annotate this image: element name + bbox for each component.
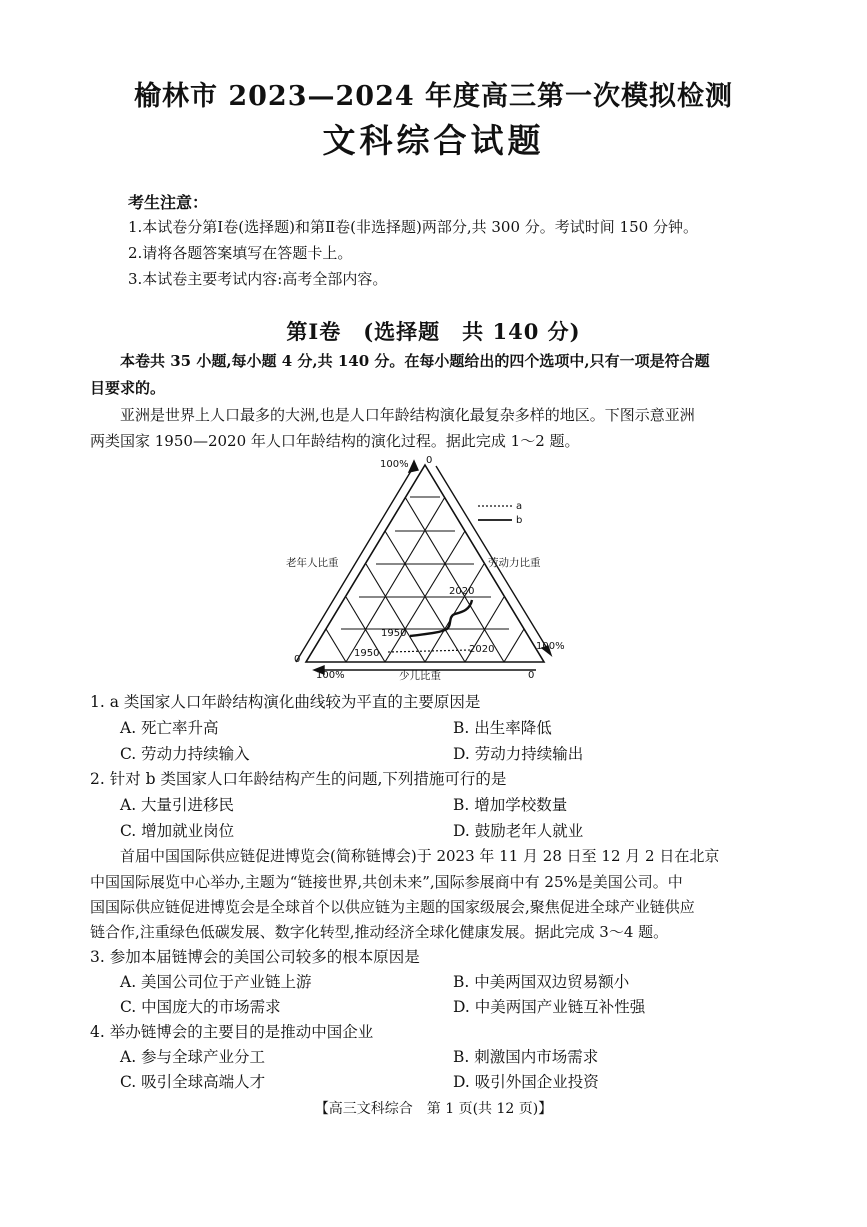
passage2-line2: 中国国际展览中心举办,主题为“链接世界,共创未来”,国际参展商中有 25%是美国公司。中 xyxy=(90,873,683,891)
notice-heading: 考生注意： xyxy=(128,193,209,212)
question-1-option-a[interactable]: A. 死亡率升高 xyxy=(120,719,219,737)
question-4-stem: 4. 举办链博会的主要目的是推动中国企业 xyxy=(90,1023,374,1041)
question-1-option-d[interactable]: D. 劳动力持续输出 xyxy=(453,745,584,763)
section-instructions-line1: 本卷共 35 小题,每小题 4 分,共 140 分。在每小题给出的四个选项中,只有一项是符合题 xyxy=(120,352,710,370)
question-1-option-c[interactable]: C. 劳动力持续输入 xyxy=(120,745,250,763)
question-4-option-a[interactable]: A. 参与全球产业分工 xyxy=(120,1048,266,1066)
passage2-line4: 链合作,注重绿色低碳发展、数字化转型,推动经济全球化健康发展。据此完成 3～4 题。 xyxy=(90,923,669,941)
question-2-option-a[interactable]: A. 大量引进移民 xyxy=(120,796,235,814)
bottom-axis-label: 少儿比重 xyxy=(399,670,441,682)
label-top-100: 100% xyxy=(380,459,409,470)
passage2-line3: 国国际供应链促进博览会是全球首个以供应链为主题的国家级展会,聚焦促进全球产业链供应 xyxy=(90,898,695,916)
label-bottom-right-zero: 0 xyxy=(528,670,535,681)
paper-subject-title: 文科综合试题 xyxy=(322,121,545,160)
label-left-zero: 0 xyxy=(294,654,301,665)
question-4-option-d[interactable]: D. 吸引外国企业投资 xyxy=(453,1073,599,1091)
ternary-age-structure-figure xyxy=(280,450,570,685)
passage1-line2: 两类国家 1950—2020 年人口年龄结构的演化过程。据此完成 1～2 题。 xyxy=(90,432,580,450)
label-top-zero: 0 xyxy=(426,455,433,466)
question-3-option-c[interactable]: C. 中国庞大的市场需求 xyxy=(120,998,281,1016)
question-1-option-b[interactable]: B. 出生率降低 xyxy=(453,719,552,737)
question-2-option-c[interactable]: C. 增加就业岗位 xyxy=(120,822,235,840)
question-1-stem: 1. a 类国家人口年龄结构演化曲线较为平直的主要原因是 xyxy=(90,693,481,711)
left-axis-label: 老年人比重 xyxy=(286,557,339,569)
label-a-1950: 1950 xyxy=(354,648,380,659)
right-axis-label: 劳动力比重 xyxy=(488,557,541,569)
label-b-2020: 2020 xyxy=(449,586,475,597)
notice-item-1: 1.本试卷分第Ⅰ卷(选择题)和第Ⅱ卷(非选择题)两部分,共 300 分。考试时间 150 分钟。 xyxy=(128,218,698,236)
label-a-2020: 2020 xyxy=(469,644,495,655)
question-3-stem: 3. 参加本届链博会的美国公司较多的根本原因是 xyxy=(90,948,420,966)
question-4-option-c[interactable]: C. 吸引全球高端人才 xyxy=(120,1073,266,1091)
legend-a-label: a xyxy=(516,501,523,512)
exam-title: 榆林市 2023—2024 年度高三第一次模拟检测 xyxy=(133,81,734,112)
page-footer: 【高三文科综合 第 1 页(共 12 页)】 xyxy=(314,1101,553,1117)
section-title: 第Ⅰ卷 (选择题 共 140 分) xyxy=(286,319,581,344)
section-instructions-line2: 目要求的。 xyxy=(90,379,166,397)
label-b-1950: 1950 xyxy=(381,628,407,639)
question-2-option-d[interactable]: D. 鼓励老年人就业 xyxy=(453,822,584,840)
notice-item-3: 3.本试卷主要考试内容:高考全部内容。 xyxy=(128,270,388,288)
question-4-option-b[interactable]: B. 刺激国内市场需求 xyxy=(453,1048,599,1066)
passage2-line1: 首届中国国际供应链促进博览会(简称链博会)于 2023 年 11 月 28 日至 12 月 2 日在北京 xyxy=(120,847,720,865)
question-2-option-b[interactable]: B. 增加学校数量 xyxy=(453,796,568,814)
question-3-option-a[interactable]: A. 美国公司位于产业链上游 xyxy=(120,973,312,991)
question-3-option-b[interactable]: B. 中美两国双边贸易额小 xyxy=(453,973,630,991)
legend-b-label: b xyxy=(516,515,523,526)
notice-item-2: 2.请将各题答案填写在答题卡上。 xyxy=(128,244,353,262)
question-3-option-d[interactable]: D. 中美两国产业链互补性强 xyxy=(453,998,646,1016)
label-right-100: 100% xyxy=(536,641,565,652)
question-2-stem: 2. 针对 b 类国家人口年龄结构产生的问题,下列措施可行的是 xyxy=(90,770,507,788)
passage1-line1: 亚洲是世界上人口最多的大洲,也是人口年龄结构演化最复杂多样的地区。下图示意亚洲 xyxy=(120,406,695,424)
label-bottom-left-100: 100% xyxy=(316,670,345,681)
